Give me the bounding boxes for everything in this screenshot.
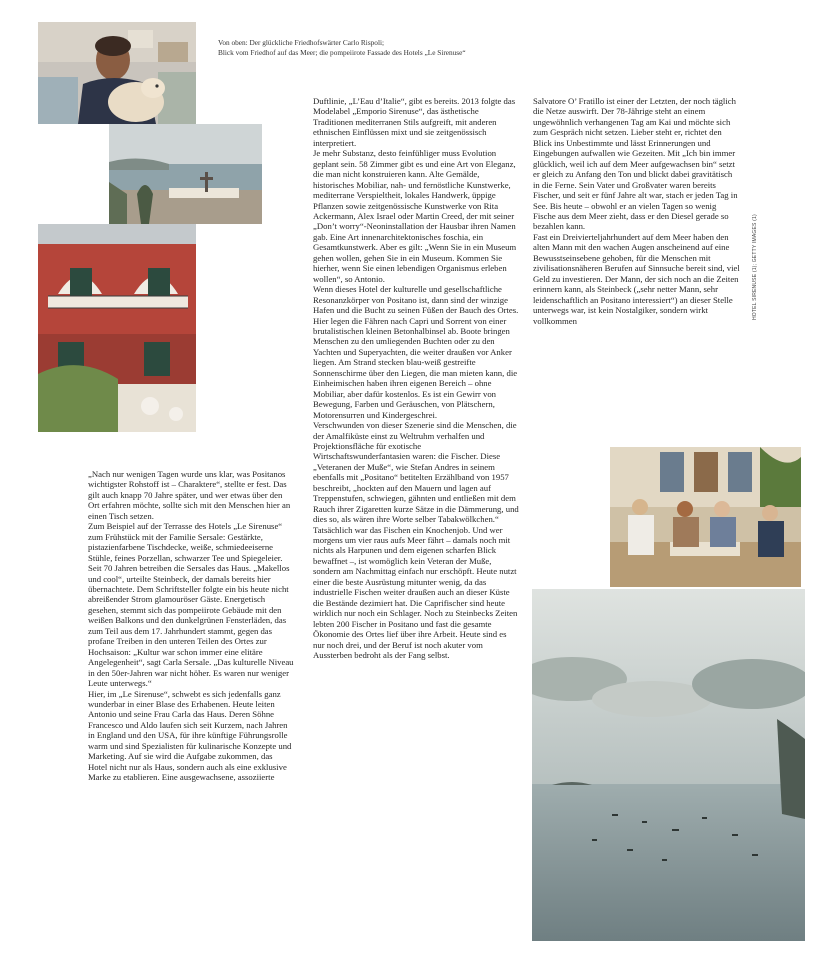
paragraph: Hier, im „Le Sirenuse“, schwebt es sich jedenfalls ganz wunderbar in einer Blase des Erhabenen. Heute leiten Antonio und seine Frau Carla das Haus. Deren Söhne Francesco und Aldo laufen sich seit Kurzem, nach Jahren in England und den USA, für ihre künftige Führungsrolle warm und sind Spezialisten für kulinarische Konzepte und Marketing. Auf sie wird die Aufgabe zukommen, das Hotel nicht nur als Haus, sondern auch als eine exklusive Marke zu etablieren. Eine ausgewachsene, assoziierte [88, 688, 292, 783]
photo-sersale-family [610, 447, 801, 587]
text-column-middle [313, 96, 519, 660]
caption-line-2: Blick vom Friedhof auf das Meer; die pompeiirote Fassade des Hotels „Le Sirenuse“ [218, 48, 466, 57]
photo-gardener-with-dog [38, 22, 196, 124]
photo-sea-view-from-cemetery [109, 124, 262, 224]
paragraph: Salvatore O’ Fratillo ist einer der Letzten, der noch täglich die Netze auswirft. Der 78-Jährige steht an einem ungewöhnlich verhangenen Tag am Kai und möchte sich zum Gespräch nicht setzen. Lieber steht er, richtet den Blick ins Unbestimmte und lässt Erinnerungen und Eingebungen aufwallen wie Gezeiten. Mit „Ich bin immer glücklich, weil ich auf dem Meer aufgewachsen bin“ setzt er gleich zu Anfang den Ton und blickt dabei gravitätisch in die Ferne. Sein Vater und Großvater waren bereits Fischer, und seit er fünf Jahre alt war, stach er jeden Tag in See. Bis heute – obwohl er an vielen Tagen so wenig Fische aus dem Meer zieht, dass er den Diesel gerade so bezahlen kann. [533, 96, 738, 232]
paragraph: Zum Beispiel auf der Terrasse des Hotels „Le Sirenuse“ zum Frühstück mit der Familie Sersale: Gestärkte, pistazienfarbene Tischdecke, weiße, schmiedeeiserne Stühle, feines Porzellan, schwarzer Tee und Spiegeleier. Seit 70 Jahren betreiben die Sersales das Haus. „Makellos und cool“, urteilte Steinbeck, der damals bereits hier übernachtete. Dem Schriftsteller folgte ein bis heute nicht abreißender Strom glamouröser Gäste. Energetisch gesehen, stemmt sich das pompeiirote Gebäude mit den weißen Balkons und den dunkelgrünen Fensterläden, das zum Teil aus dem 17. Jahrhundert stammt, gegen das profane Treiben in den unteren Teilen des Ortes zur Hochsaison: „Kultur war schon immer eine elitäre Angelegenheit“, sagt Carla Sersale. „Das kulturelle Niveau in den 50er-Jahren war nicht höher. Es waren nur weniger Leute unterwegs.“ [88, 521, 294, 689]
paragraph: Fast ein Dreivierteljahrhundert auf dem Meer haben den alten Mann mit den wachen Augen anscheinend auf eine Bewusstseinsebene gehoben, für die Menschen mit zivilisationsnäheren Berufen auf Sinnsuche bereit sind, viel Geld zu investieren. Der Mann, der sich noch an die Zeiten erinnern kann, als Steinbeck („sehr netter Mann, sehr leidenschaftlich an Positano interessiert“) an dieser Stelle unterwegs war, ist kein Nostalgiker, sondern wirkt vollkommen [533, 231, 740, 326]
paragraph: Duftlinie, „L’Eau d’Italie“, gibt es bereits. 2013 folgte das Modelabel „Emporio Sirenuse“, das ästhetische Traditionen mediterranen Stils aufgreift, mit anderen ethnischen Einflüssen mixt und sie zeitgenössisch interpretiert. [313, 96, 516, 148]
photo-sea-and-boats [532, 589, 805, 941]
paragraph: Je mehr Substanz, desto feinfühliger muss Evolution geplant sein. 58 Zimmer gibt es und eine Art von Eleganz, die man nicht konstruieren kann. Alte Gemälde, historisches Mobiliar, nah- und fernöstliche Kunstwerke, mediterrane Verspieltheit, lokales Handwerk, üppige Pflanzen sowie zeitgenössische Kunstwerke von Rita Ackermann, Alex Israel oder Martin Creed, der mit seiner „Don’t worry“-Neoninstallation der Hausbar ihren Namen gab. Eine Art innenarchitektonisches foschia, ein Gesamtkunstwerk. Aber es gilt: „Wenn Sie in ein Museum gehen wollen, gehen Sie in ein Museum. Kommen Sie hierher, wenn Sie einen lebendigen Organismus erleben wollen“, so Antonio. [313, 148, 517, 284]
paragraph: Wenn dieses Hotel der kulturelle und gesellschaftliche Resonanzkörper von Positano ist, dann sind der winzige Hafen und die Bucht zu seinen Füßen der Bauch des Ortes. Hier legen die Fähren nach Capri und Sorrent von einer brutalistischen kleinen Betonhalbinsel ab. Boote bringen Menschen zu den umliegenden Buchten oder zu den Yachten und Superyachten, die weiter draußen vor Anker liegen. Am Strand stecken blau-weiß gestreifte Sonnenschirme über den Liegen, die man mieten kann, die Einheimischen haben ihren eigenen Bereich – ohne Mobiliar, aber dafür kostenlos. Es ist ein Gewirr von Bewegung, Farben und Geräuschen, von Plätschern, Motorensurren und Kindergeschrei. [313, 284, 519, 420]
photo-hotel-facade [38, 224, 196, 432]
paragraph: Verschwunden von dieser Szenerie sind die Menschen, die der Amalfiküste einst zu Weltruhm verhalfen und Projektionsfläche für exotische Wirtschaftswunderfantasien waren: die Fischer. Diese „Veteranen der Muße“, wie Stefan Andres in seinem ebenfalls mit „Positano“ betitelten Erzählband von 1957 beschreibt, „hockten auf den Mauern und lagen auf Treppenstufen, schwiegen, gähnten und entließen mit dem Rauch ihrer Zigaretten kurze Sätze in die Dämmerung, und dies so, als wären ihre Worte selber Tabakwölkchen.“ [313, 420, 519, 525]
text-column-left [88, 469, 294, 783]
paragraph: Tatsächlich war das Fischen ein Knochenjob. Und wer morgens um vier raus aufs Meer fährt – damals noch mit nichts als Harpunen und dem eigenen scharfen Blick bewaffnet –, ist womöglich kein Veteran der Muße, sondern am Nachmittag einfach nur erschöpft. Heute nutzt einer die beste Ausrüstung mitunter wenig, da das industrielle Fischen weiter draußen auch an dieser Küste die Bestände dezimiert hat. Die Caprifischer sind heute wirklich nur noch ein Schlager. Noch zu Steinbecks Zeiten lebten 200 Fischer in Positano und fast die gesamte Ökonomie des Ortes lief über ihre Arbeit. Heute sind es nur noch drei, und der Beruf ist noch akuter vom Aussterben bedroht als der Fang selbst. [313, 524, 518, 661]
text-column-right [533, 96, 741, 326]
caption-line-1: Von oben: Der glückliche Friedhofswärter Carlo Rispoli; [218, 38, 385, 47]
paragraph: „Nach nur wenigen Tagen wurde uns klar, was Positanos wichtigster Rohstoff ist – Charaktere“, stellte er fest. Das gilt auch knapp 70 Jahre später, und wer etwas über den Ort erfahren möchte, sollte sich mit den Menschen hier an einen Tisch setzen. [88, 469, 291, 521]
photo-credit: HOTEL SIRENUSE (1); GETTY IMAGES (1) [752, 214, 758, 320]
photo-caption [218, 38, 548, 58]
